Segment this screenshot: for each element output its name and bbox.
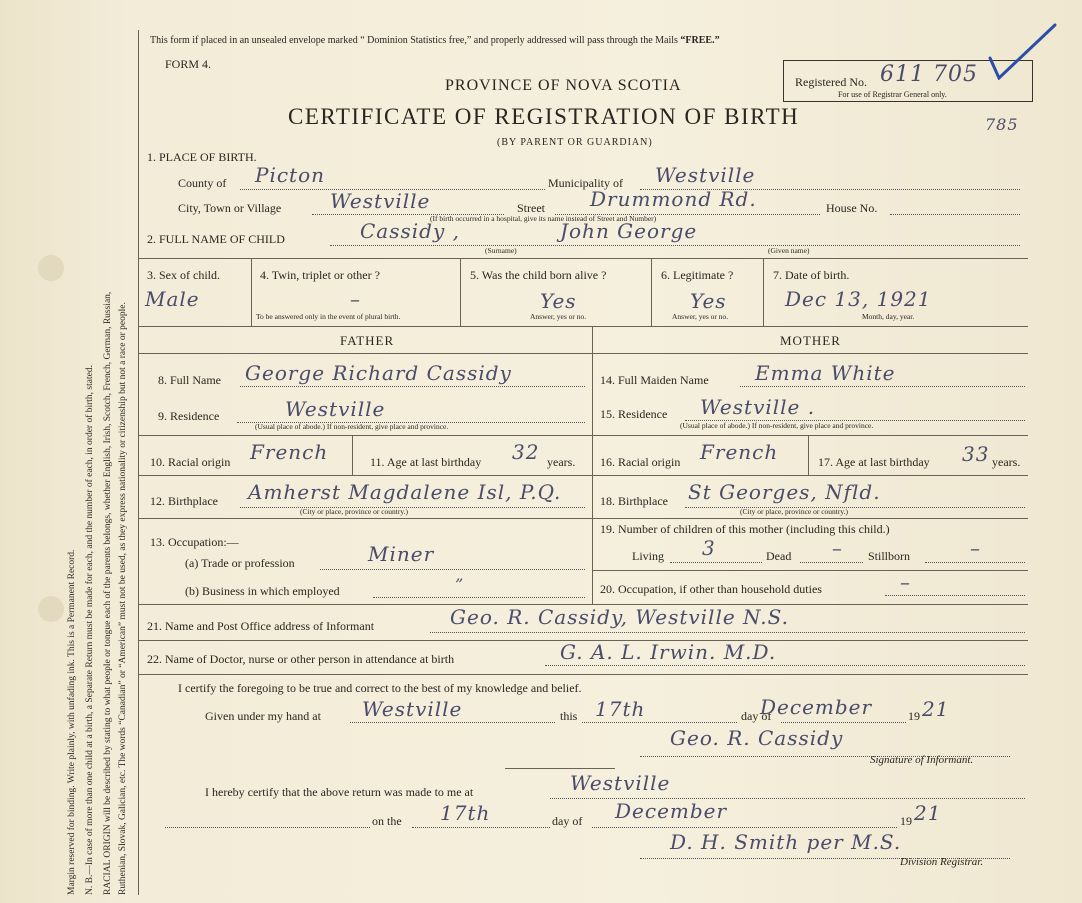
rule-mother-race-div — [808, 435, 809, 475]
margin-note-racial-origin: RACIAL ORIGIN will be described by stating to what people or tongue each of the parents belongs, whether English, Irish, Scotch, French, German, Russian, — [103, 291, 113, 895]
business-label: (b) Business in which employed — [185, 584, 340, 598]
born-alive-value: Yes — [540, 289, 577, 313]
mother-occupation-line — [885, 595, 1025, 596]
rule-row3-col3 — [651, 258, 652, 326]
municipality-label: Municipality of — [548, 176, 623, 190]
surname-caption: (Surname) — [485, 246, 517, 255]
child-name-line — [330, 245, 1020, 246]
rule-row3-bottom — [138, 326, 1028, 327]
this-label: this — [560, 709, 578, 723]
county-label: County of — [178, 176, 227, 190]
registrar-month-line — [592, 827, 897, 828]
mother-birthplace-note: (City or place, province or country.) — [740, 507, 849, 516]
province-heading: PROVINCE OF NOVA SCOTIA — [445, 77, 682, 94]
mailing-note — [150, 35, 720, 46]
city-value: Westville — [330, 189, 431, 213]
registrar-day-value: 17th — [440, 801, 491, 825]
sex-label: 3. Sex of child. — [147, 268, 220, 282]
father-birthplace-note: (City or place, province or country.) — [300, 507, 409, 516]
rule-row3-col4 — [763, 258, 764, 326]
county-value: Picton — [255, 163, 326, 187]
mother-name-line — [740, 386, 1025, 387]
registrar-statement: I hereby certify that the above return was made to me at — [205, 785, 474, 799]
rule-father-race-div — [352, 435, 353, 475]
certify-statement: I certify the foregoing to be true and correct to the best of my knowledge and belief. — [178, 681, 582, 695]
mother-years-label: years. — [992, 455, 1021, 469]
rule-father-race-bottom — [138, 475, 1028, 476]
attendant-label: 22. Name of Doctor, nurse or other person in attendance at birth — [147, 652, 455, 666]
registrar-on-label: on the — [372, 814, 402, 828]
father-residence-value: Westville — [285, 397, 386, 421]
mother-race-value: French — [700, 440, 779, 464]
registrar-day-line — [412, 827, 550, 828]
stillborn-line — [925, 562, 1025, 563]
registrar-note: For use of Registrar General only. — [838, 90, 947, 99]
rule-short-divider — [505, 768, 615, 769]
given-place-line — [350, 722, 555, 723]
rule-children-bottom — [592, 570, 1028, 571]
father-age-value: 32 — [512, 440, 540, 464]
birth-date-label: 7. Date of birth. — [773, 268, 850, 282]
registrar-year-prefix: 19 — [900, 814, 912, 828]
given-day-line — [582, 722, 737, 723]
children-count-label: 19. Number of children of this mother (including this child.) — [600, 522, 890, 536]
punch-hole-bottom — [38, 596, 64, 622]
given-month-line — [781, 722, 906, 723]
legitimate-note: Answer, yes or no. — [672, 312, 729, 321]
business-line — [373, 597, 585, 598]
given-name-caption: (Given name) — [768, 246, 810, 255]
form-number: FORM 4. — [165, 57, 212, 71]
informant-signature-caption: Signature of Informant. — [870, 754, 974, 766]
registrar-dayof-label: day of — [552, 814, 583, 828]
given-dayof-label: day of — [741, 709, 772, 723]
informant-signature: Geo. R. Cassidy — [670, 726, 844, 750]
father-heading: FATHER — [340, 333, 395, 348]
informant-label: 21. Name and Post Office address of Informant — [147, 619, 375, 633]
informant-value: Geo. R. Cassidy, Westville N.S. — [450, 605, 789, 629]
informant-line — [430, 632, 1025, 633]
registrar-lead-line — [165, 827, 370, 828]
given-year-value: 21 — [922, 697, 950, 721]
dead-line — [800, 562, 863, 563]
mailing-note-free: “FREE.” — [680, 35, 720, 46]
rule-parents-header — [138, 353, 1028, 354]
trade-label: (a) Trade or profession — [185, 556, 295, 570]
living-label: Living — [632, 549, 664, 563]
father-years-label: years. — [547, 455, 576, 469]
mother-occupation-value: – — [900, 570, 911, 594]
house-line — [890, 214, 1020, 215]
born-alive-note: Answer, yes or no. — [530, 312, 587, 321]
mother-name-value: Emma White — [755, 361, 896, 385]
rule-attendant-bottom — [138, 674, 1028, 675]
child-given-name: John George — [560, 219, 698, 243]
punch-hole-top — [38, 255, 64, 281]
father-age-label: 11. Age at last birthday — [370, 455, 482, 469]
birth-date-note: Month, day, year. — [862, 312, 915, 321]
mother-name-label: 14. Full Maiden Name — [600, 373, 709, 387]
margin-note-multiple-births: N. B.—In case of more than one child at a birth, a Separate Return must be made for each, and the number of each, in order of birth, stated. — [85, 365, 95, 895]
stillborn-value: – — [970, 536, 981, 560]
given-month-value: December — [760, 695, 873, 719]
registered-number: 611 705 — [880, 62, 978, 87]
father-race-label: 10. Racial origin — [150, 455, 231, 469]
certificate-subtitle: (BY PARENT OR GUARDIAN) — [497, 137, 653, 148]
mother-birthplace-label: 18. Birthplace — [600, 494, 668, 508]
dead-label: Dead — [766, 549, 792, 563]
rule-father-race-top — [138, 435, 1028, 436]
dead-value: – — [832, 536, 843, 560]
twin-label: 4. Twin, triplet or other ? — [260, 268, 380, 282]
attendant-value: G. A. L. Irwin. M.D. — [560, 640, 777, 664]
mother-age-label: 17. Age at last birthday — [818, 455, 930, 469]
attendant-line — [545, 665, 1025, 666]
given-day-value: 17th — [595, 697, 646, 721]
stillborn-label: Stillborn — [868, 549, 911, 563]
twin-note: To be answered only in the event of plural birth. — [256, 312, 401, 321]
trade-line — [320, 569, 585, 570]
rule-row3-col1 — [251, 258, 252, 326]
father-residence-label: 9. Residence — [158, 409, 220, 423]
margin-note-racial-origin-cont: Ruthenian, Slovak, Galician, etc. The words “Canadian” or “American” must not be used, as they express nationality or citizenship but not a race or people. — [118, 302, 128, 895]
mother-occupation-label: 20. Occupation, if other than household duties — [600, 582, 822, 596]
mailing-note-text: This form if placed in an unsealed envelope marked “ Dominion Statistics free,” and properly addressed will pass through the Mails — [150, 35, 681, 46]
registrar-signature: D. H. Smith per M.S. — [670, 830, 902, 854]
twin-value: – — [350, 287, 361, 311]
father-residence-note: (Usual place of abode.) If non-resident, give place and province. — [255, 422, 449, 431]
street-label: Street — [517, 201, 545, 215]
child-name-label: 2. FULL NAME OF CHILD — [147, 232, 285, 246]
corner-mark: 785 — [985, 115, 1019, 134]
legitimate-value: Yes — [690, 289, 727, 313]
father-occupation-label: 13. Occupation:— — [150, 535, 239, 549]
house-label: House No. — [826, 201, 878, 215]
municipality-value: Westville — [655, 163, 756, 187]
mother-heading: MOTHER — [780, 333, 841, 348]
given-year-prefix: 19 — [908, 709, 920, 723]
mother-residence-value: Westville . — [700, 395, 816, 419]
registrar-year-value: 21 — [914, 801, 942, 825]
given-under-label: Given under my hand at — [205, 709, 321, 723]
father-birthplace-label: 12. Birthplace — [150, 494, 218, 508]
rule-parents-divider — [592, 326, 593, 604]
mother-age-value: 33 — [962, 442, 990, 466]
mother-residence-label: 15. Residence — [600, 407, 668, 421]
registrar-month-value: December — [615, 799, 728, 823]
city-label: City, Town or Village — [178, 201, 282, 215]
trade-value: Miner — [368, 542, 435, 566]
mother-birthplace-line — [685, 507, 1025, 508]
mother-birthplace-value: St Georges, Nfld. — [688, 480, 881, 504]
legitimate-label: 6. Legitimate ? — [661, 268, 734, 282]
registrar-signature-caption: Division Registrar. — [900, 856, 984, 868]
registrar-place-value: Westville — [570, 771, 671, 795]
living-line — [670, 562, 762, 563]
business-value: ” — [455, 575, 465, 594]
given-place-value: Westville — [362, 697, 463, 721]
father-birthplace-value: Amherst Magdalene Isl, P.Q. — [248, 480, 562, 504]
rule-father-bp-bottom — [138, 518, 1028, 519]
street-value: Drummond Rd. — [590, 187, 757, 211]
certificate-title: CERTIFICATE OF REGISTRATION OF BIRTH — [288, 104, 800, 129]
place-of-birth-label: 1. PLACE OF BIRTH. — [147, 150, 257, 164]
child-surname: Cassidy , — [360, 219, 460, 243]
registered-label: Registered No. — [795, 75, 867, 89]
father-name-label: 8. Full Name — [158, 373, 221, 387]
checkmark-icon — [985, 20, 1060, 80]
born-alive-label: 5. Was the child born alive ? — [470, 268, 607, 282]
father-race-value: French — [250, 440, 329, 464]
living-value: 3 — [702, 536, 716, 560]
father-name-line — [240, 386, 585, 387]
father-birthplace-line — [240, 507, 585, 508]
rule-row3-col2 — [460, 258, 461, 326]
father-name-value: George Richard Cassidy — [245, 361, 512, 385]
mother-residence-note: (Usual place of abode.) If non-resident, give place and province. — [680, 421, 874, 430]
sex-value: Male — [145, 287, 200, 311]
mother-race-label: 16. Racial origin — [600, 455, 681, 469]
margin-note-binding: Margin reserved for binding. Write plainly, with unfading ink. This is a Permanent Record. — [67, 549, 77, 895]
left-border — [138, 30, 139, 895]
rule-row3-top — [138, 258, 1028, 259]
birth-date-value: Dec 13, 1921 — [785, 287, 932, 311]
hospital-note: (If birth occurred in a hospital, give its name instead of Street and Number) — [430, 214, 657, 223]
